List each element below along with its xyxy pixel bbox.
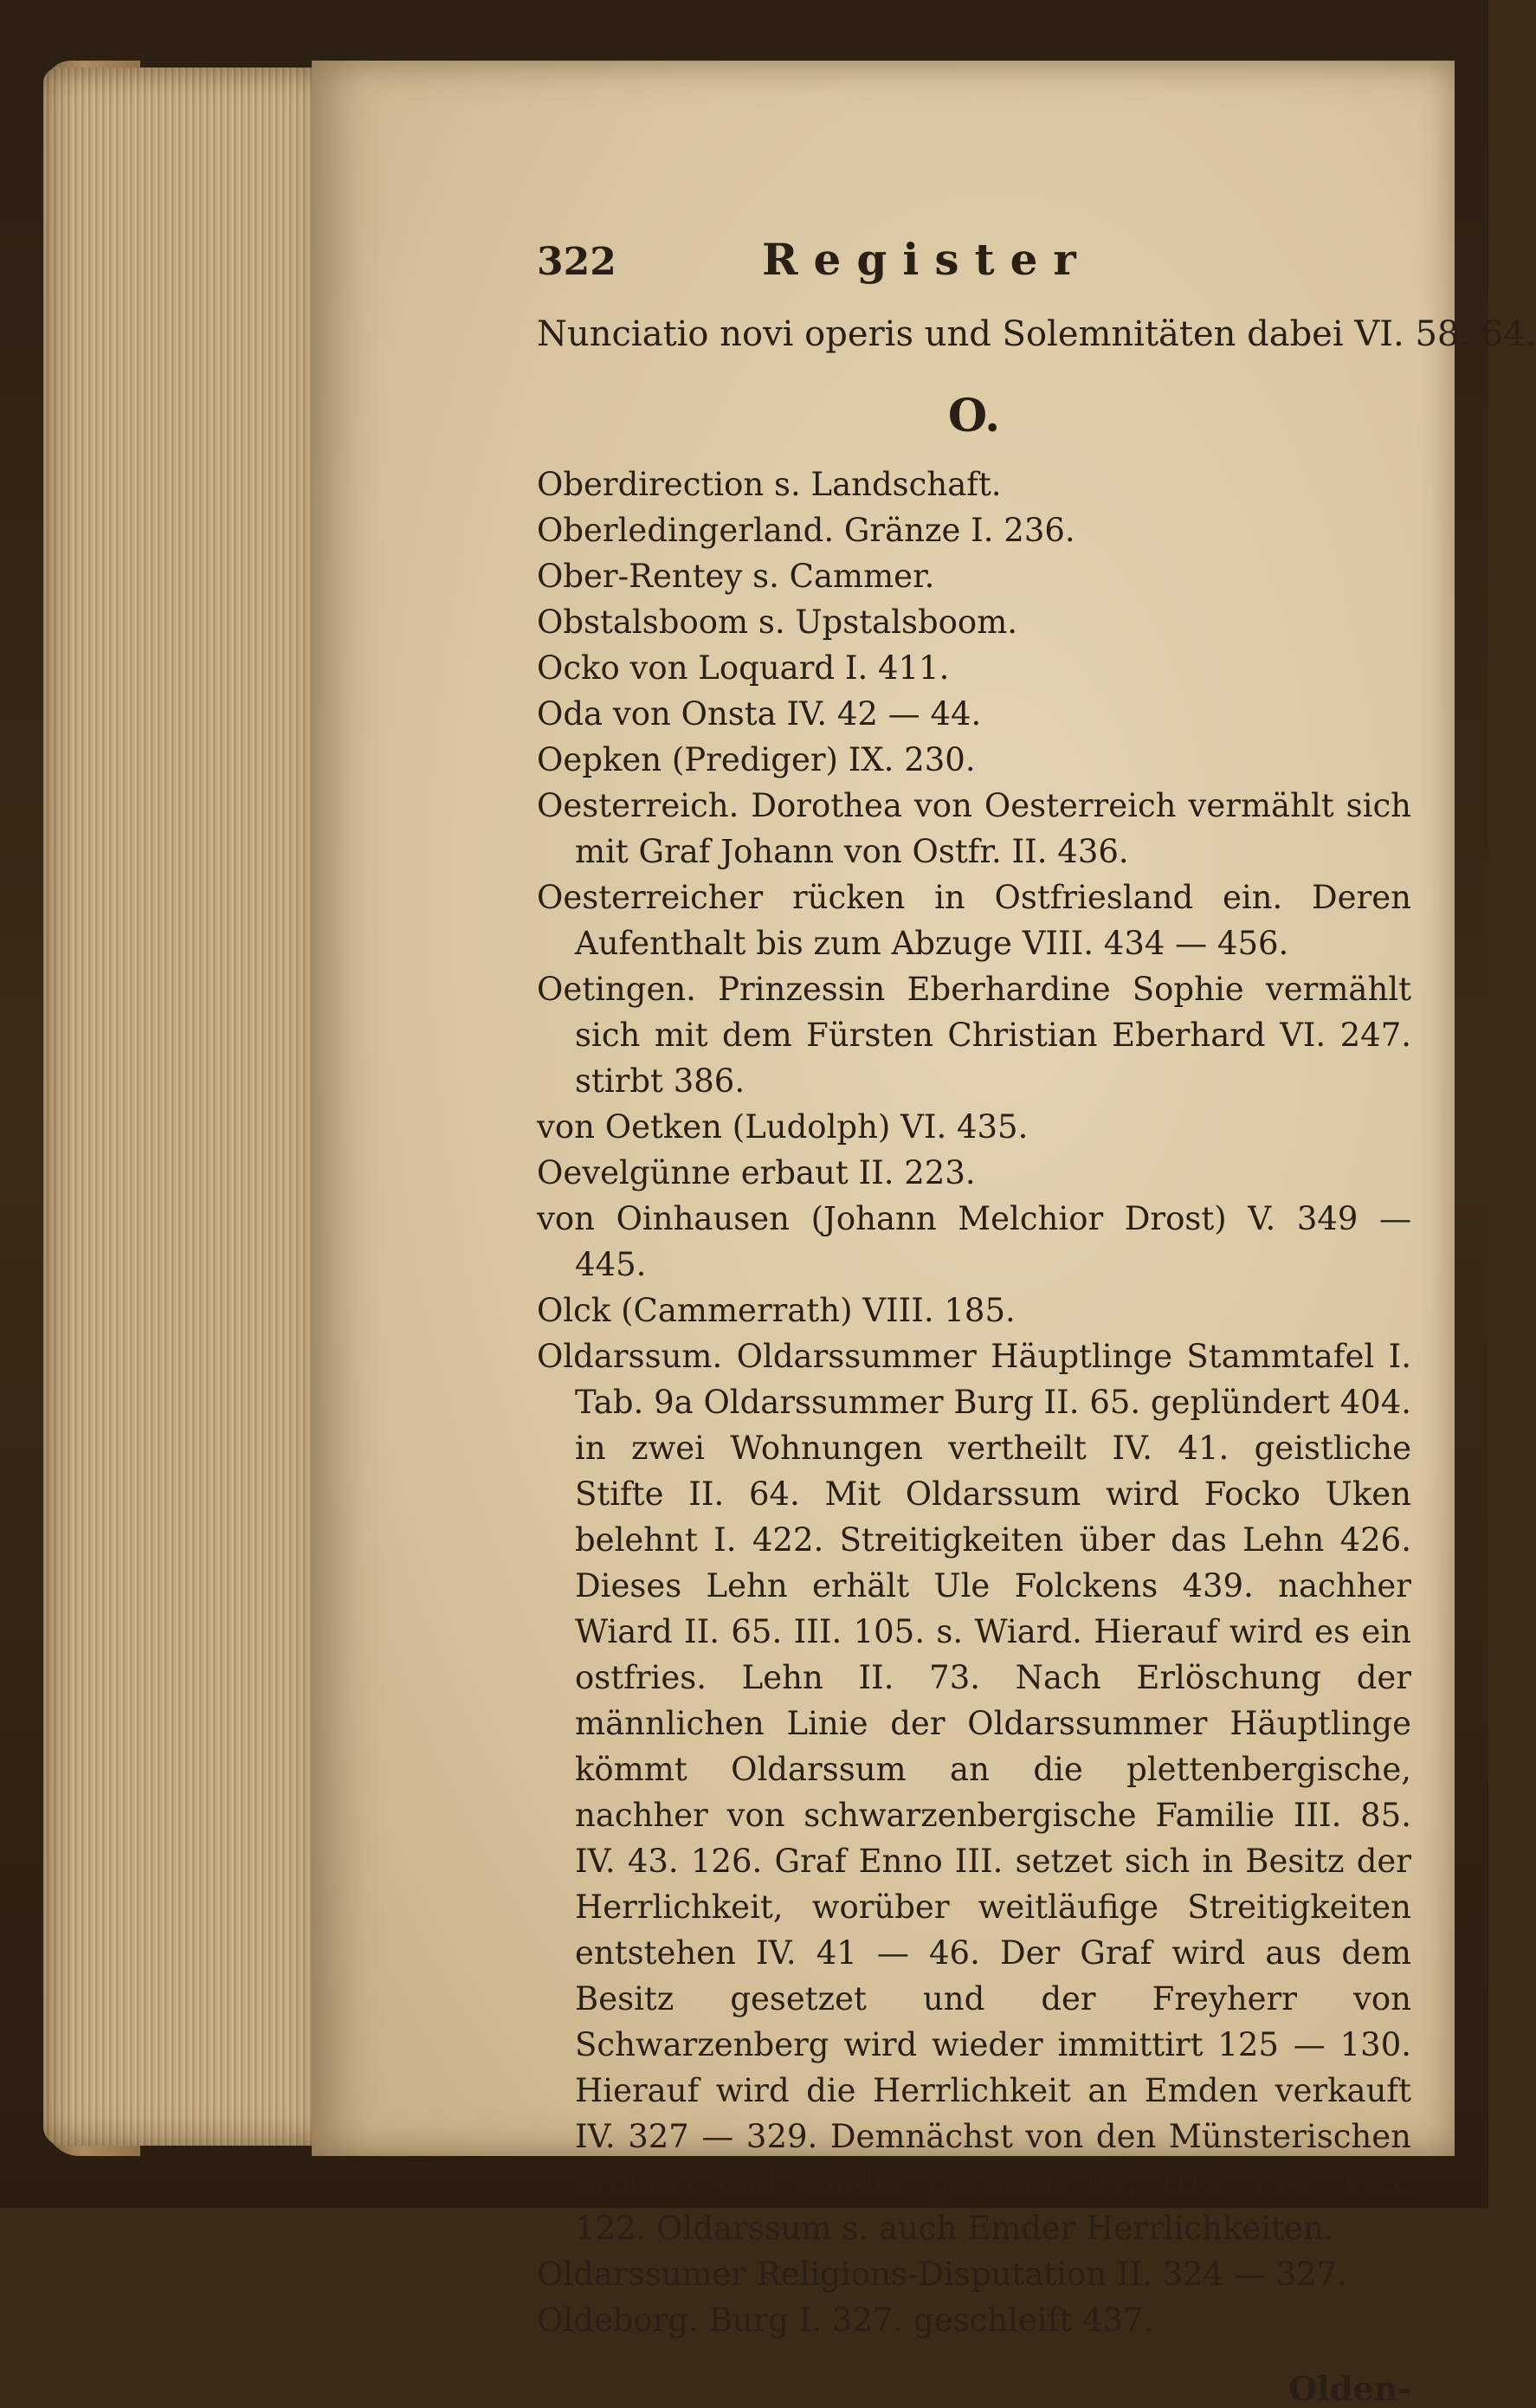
section-letter: O. — [947, 390, 1001, 442]
register-entry: von Oetken (Ludolph) VI. 435. — [537, 1108, 1029, 1146]
register-entry: Oesterreich. Dorothea von Oesterreich vermählt sich mit Graf Johann von Ostfr. II. 436. — [537, 787, 1411, 870]
register-entry: Oesterreicher rücken in Ostfriesland ein. Deren Aufenthalt bis zum Abzuge VIII. 434 — 456. — [537, 879, 1411, 962]
register-entries — [537, 462, 1411, 2343]
register-entry: Oda von Onsta IV. 42 — 44. — [537, 695, 982, 733]
register-entry: Oevelgünne erbaut II. 223. — [537, 1154, 976, 1191]
register-entry: Ober-Rentey s. Cammer. — [537, 558, 935, 595]
catchword: Olden- — [1288, 2369, 1411, 2408]
register-entry: Oepken (Prediger) IX. 230. — [537, 741, 976, 778]
register-entry: Ocko von Loquard I. 411. — [537, 649, 950, 687]
register-entry: Obstalsboom s. Upstalsboom. — [537, 604, 1018, 641]
register-entry: von Oinhausen (Johann Melchior Drost) V. 349 — 445. — [537, 1200, 1411, 1283]
register-entry: Oberledingerland. Gränze I. 236. — [537, 512, 1075, 549]
page-number: 322 — [537, 240, 616, 284]
running-title: Register — [762, 234, 1092, 285]
continued-entry: Nunciatio novi operis und Solemnitäten dabei VI. 58. 64. — [537, 314, 1536, 354]
page-header — [537, 234, 1411, 303]
page-edges — [43, 68, 329, 2146]
register-entry: Olck (Cammerrath) VIII. 185. — [537, 1292, 1016, 1329]
register-entry: Oldarssum. Oldarssummer Häuptlinge Stammtafel I. Tab. 9a Oldarssummer Burg II. 65. geplündert 404. in zwei Wohnungen vertheilt IV. 41. geistliche Stifte II. 64. Mit Oldarssum wird Focko Uken belehnt I. 422. Streitigkeiten über das Lehn 426. Dieses Lehn erhält Ule Folckens 439. nachher Wiard II. 65. III. 105. s. Wiard. Hierauf wird es ein ostfries. Lehn II. 73. Nach Erlöschung der männlichen Linie der Oldarssummer Häuptlinge kömmt Oldarssum an die plettenbergische, nachher von schwarzenbergische Familie III. 85. IV. 43. 126. Graf Enno III. setzet sich in Besitz der Herrlichkeit, worüber weitläufige Streitigkeiten entstehen IV. 41 — 46. Der Graf wird aus dem Besitz gesetzet und der Freyherr von Schwarzenberg wird wieder immittirt 125 — 130. Hierauf wird die Herrlichkeit an Emden verkauft IV. 327 — 329. Demnächst von den Münsterischen erobert und wieder geräumt 97. 104. 114. 115. 122. Oldarssum s. auch Emder Herrlichkeiten. — [537, 1338, 1411, 2247]
register-entry: Oldarssumer Religions-Disputation II. 324 — 327. — [537, 2256, 1348, 2293]
register-entry: Oberdirection s. Landschaft. — [537, 466, 1002, 503]
page-text — [537, 234, 1536, 2408]
register-entry: Oetingen. Prinzessin Eberhardine Sophie vermählt sich mit dem Fürsten Christian Eberhard VI. 247. stirbt 386. — [537, 971, 1411, 1100]
register-entry: Oldeborg. Burg I. 327. geschleift 437. — [537, 2301, 1154, 2339]
